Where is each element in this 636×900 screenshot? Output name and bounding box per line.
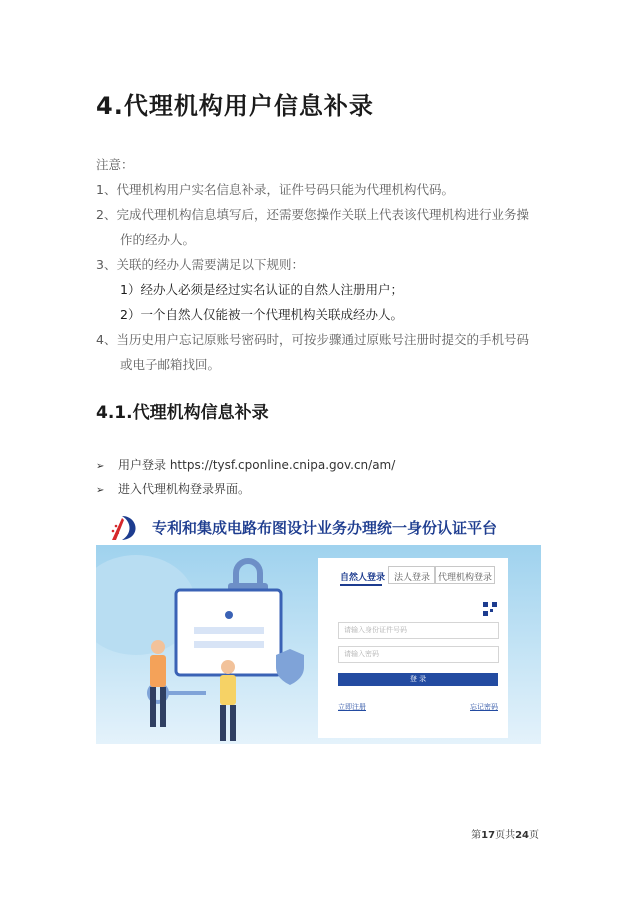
note-item-4-cont: 或电子邮箱找回。: [120, 357, 221, 372]
note-item-2: 2、完成代理机构信息填写后，还需要您操作关联上代表该代理机构进行业务操: [96, 207, 529, 222]
note-item-3: 3、关联的经办人需要满足以下规则：: [96, 257, 304, 272]
bullet-item: [96, 456, 395, 473]
rule-1: 1）经办人必须是经过实名认证的自然人注册用户；: [120, 282, 403, 297]
page-number: [471, 826, 539, 841]
username-input[interactable]: [338, 622, 499, 639]
password-placeholder: 请输入密码: [344, 650, 379, 658]
login-panel: [318, 558, 508, 738]
platform-header: [96, 510, 541, 545]
note-item-1: 1、代理机构用户实名信息补录，证件号码只能为代理机构代码。: [96, 182, 454, 197]
footer-middle: 页共: [495, 830, 516, 841]
tab-agency-login[interactable]: 代理机构登录: [438, 573, 493, 583]
subsection-heading: 4.1.代理机构信息补录: [96, 403, 269, 423]
qr-code-icon[interactable]: [483, 602, 497, 616]
login-button[interactable]: 登 录: [338, 673, 498, 686]
rule-2: 2）一个自然人仅能被一个代理机构关联成经办人。: [120, 307, 403, 322]
forgot-password-link[interactable]: 忘记密码: [470, 703, 498, 711]
bullet-text-enter: 进入代理机构登录界面。: [118, 482, 251, 496]
login-page-screenshot: [96, 510, 541, 744]
tab-legal-person-login[interactable]: 法人登录: [394, 573, 431, 583]
username-placeholder: 请输入身份证件号码: [344, 626, 407, 634]
tab-natural-person-login[interactable]: 自然人登录: [340, 573, 386, 583]
footer-prefix: 第: [471, 830, 482, 841]
bullet-item: [96, 480, 250, 497]
current-page: 17: [481, 830, 496, 841]
arrow-bullet-icon: ➢: [96, 461, 105, 472]
active-tab-indicator: [340, 584, 382, 586]
illustration: [96, 545, 318, 744]
note-item-4: 4、当历史用户忘记原账号密码时，可按步骤通过原账号注册时提交的手机号码: [96, 332, 529, 347]
shield-icon: [276, 649, 304, 685]
arrow-bullet-icon: ➢: [96, 485, 105, 496]
footer-suffix: 页: [529, 830, 539, 841]
note-item-2-cont: 作的经办人。: [120, 232, 196, 247]
platform-title: 专利和集成电路布图设计业务办理统一身份认证平台: [152, 519, 498, 537]
section-heading: 4.代理机构用户信息补录: [96, 92, 374, 120]
total-pages: 24: [515, 830, 529, 841]
notes-label: 注意：: [96, 157, 134, 172]
bullet-text-login: 用户登录 https://tysf.cponline.cnipa.gov.cn/am/: [118, 458, 396, 472]
password-input[interactable]: [338, 646, 499, 663]
login-background: [96, 545, 541, 744]
register-link[interactable]: 立即注册: [338, 703, 366, 711]
platform-logo-icon: [108, 514, 144, 542]
